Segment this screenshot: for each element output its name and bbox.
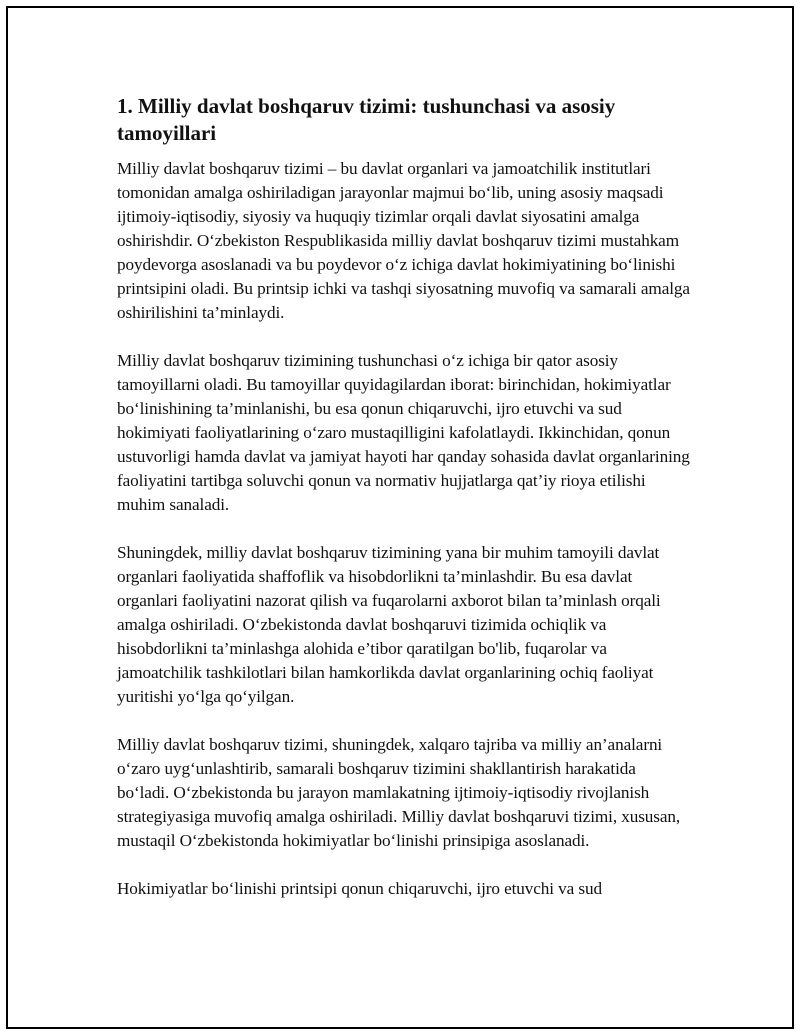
paragraph-1: Milliy davlat boshqaruv tizimi – bu davlat organlari va jamoatchilik institutlari tomonidan amalga oshiriladigan jarayonlar majmui bo‘lib, uning asosiy maqsadi ijtimoiy-iqtisodiy, siyosiy va huquqiy tizimlar orqali davlat siyosatini amalga oshirishdir. O‘zbekiston Respublikasida milliy davlat boshqaruv tizimi mustahkam poydevorga asoslanadi va bu poydevor o‘z ichiga davlat hokimiyatining bo‘linishi printsipini oladi. Bu printsip ichki va tashqi siyosatning muvofiq va samarali amalga oshirilishini ta’minlaydi. (117, 159, 690, 322)
paragraph-2: Milliy davlat boshqaruv tizimining tushunchasi o‘z ichiga bir qator asosiy tamoyillarni oladi. Bu tamoyillar quyidagilardan iborat: birinchidan, hokimiyatlar bo‘linishining ta’minlanishi, bu esa qonun chiqaruvchi, ijro etuvchi va sud hokimiyati faoliyatlarining o‘zaro mustaqilligini kafolatlaydi. Ikkinchidan, qonun ustuvorligi hamda davlat va jamiyat hayoti har qanday sohasida davlat organlarining faoliyatini tartibga soluvchi qonun va normativ hujjatlarga qat’iy rioya etilishi muhim sanaladi. (117, 351, 690, 514)
paragraph-5: Hokimiyatlar bo‘linishi printsipi qonun chiqaruvchi, ijro etuvchi va sud (117, 879, 602, 898)
section-heading: 1. Milliy davlat boshqaruv tizimi: tushunchasi va asosiy tamoyillari (117, 94, 616, 145)
document-body (117, 93, 692, 925)
paragraph-3: Shuningdek, milliy davlat boshqaruv tizimining yana bir muhim tamoyili davlat organlari faoliyatida shaffoflik va hisobdorlikni ta’minlashdir. Bu esa davlat organlari faoliyatini nazorat qilish va fuqarolarni axborot bilan ta’minlash orqali amalga oshiriladi. O‘zbekistonda davlat boshqaruvi tizimida ochiqlik va hisobdorlikni ta’minlashga alohida e’tibor qaratilgan bo'lib, fuqarolar va jamoatchilik tashkilotlari bilan hamkorlikda davlat organlarining ochiq faoliyat yuritishi yo‘lga qo‘yilgan. (117, 543, 661, 706)
paragraph-4: Milliy davlat boshqaruv tizimi, shuningdek, xalqaro tajriba va milliy an’analarni o‘zaro uyg‘unlashtirib, samarali boshqaruv tizimini shakllantirish harakatida bo‘ladi. O‘zbekistonda bu jarayon mamlakatning ijtimoiy-iqtisodiy rivojlanish strategiyasiga muvofiq amalga oshiriladi. Milliy davlat boshqaruvi tizimi, xususan, mustaqil O‘zbekistonda hokimiyatlar bo‘linishi prinsipiga asoslanadi. (117, 735, 681, 850)
